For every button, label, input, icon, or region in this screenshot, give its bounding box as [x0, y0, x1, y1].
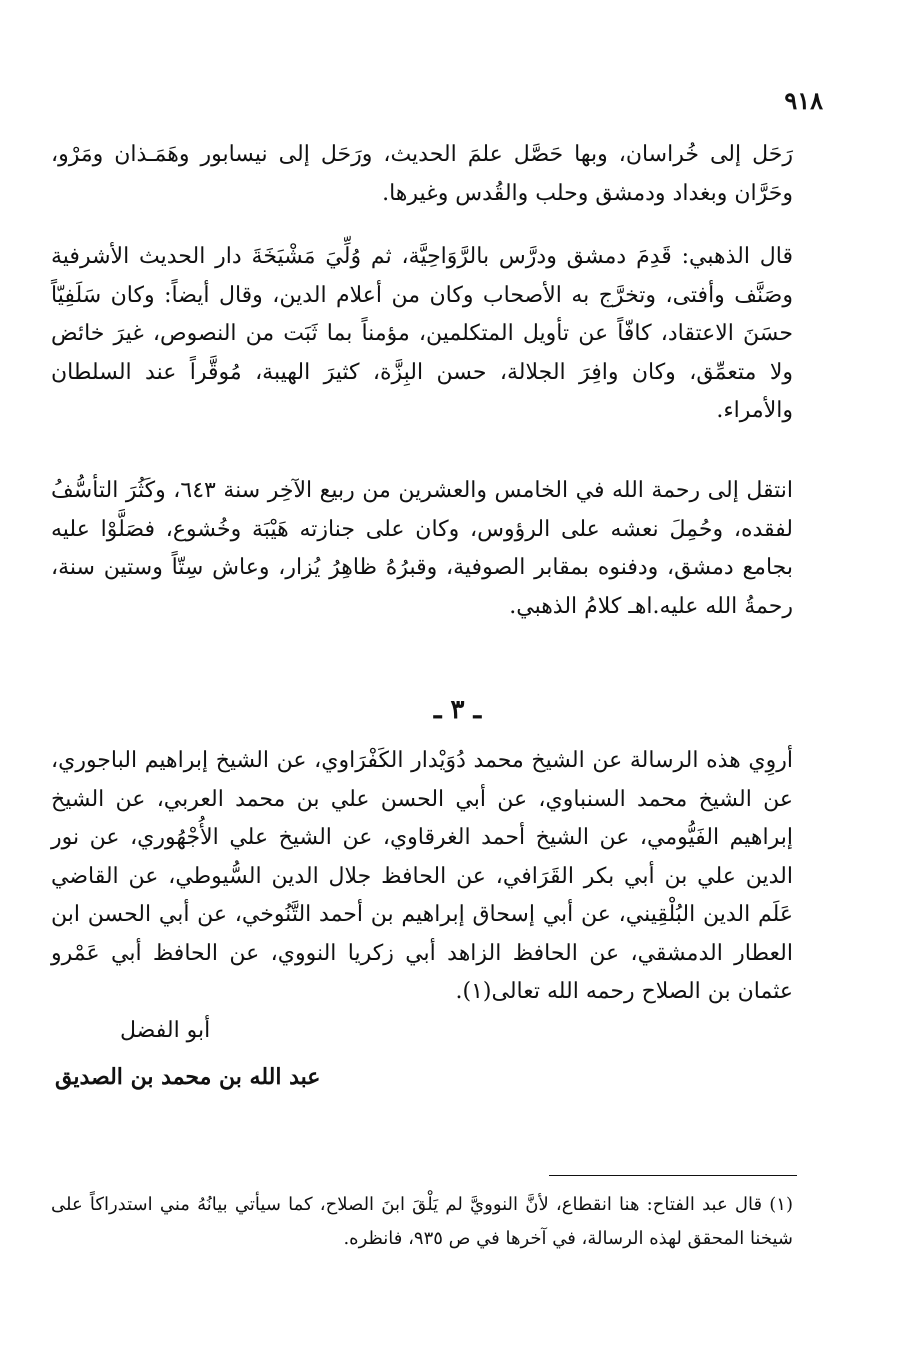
paragraph-death — [51, 472, 793, 626]
paragraph-dhahabi-quote — [51, 238, 793, 431]
footnote: (١) قال عبد الفتاح: هنا انقطاع، لأنَّ النوويَّ لم يَلْقَ ابنَ الصلاح، كما سيأتي بيانُهُ مني استدراكاً على شيخنا المحقق لهذه الرسالة، في آخرها في ص ٩٣٥، فانظره. — [51, 1194, 793, 1249]
signature-name: عبد الله بن محمد بن الصديق — [55, 1064, 321, 1090]
footnote-marker: (١). — [455, 979, 492, 1004]
paragraph-text: قال الذهبي: قَدِمَ دمشق ودرَّس بالرَّوَاحِيَّة، ثم وُلِّيَ مَشْيَخَةَ دار الحديث الأشرفية وصَنَّف وأفتى، وتخرَّج به الأصحاب وكان من أعلام الدين، وقال أيضاً: وكان سَلَفِيّاً حسَنَ الاعتقاد، كافّاً عن تأويل المتكلمين، مؤمناً بما ثَبَت من النصوص، غيرَ خائض ولا متعمِّق، وكان وافِرَ الجلالة، حسن البِزَّة، كثيرَ الهيبة، مُوقَّراً عند السلطان والأمراء. — [51, 244, 793, 423]
page-number: ٩١٨ — [784, 86, 823, 115]
chain-text: أروِي هذه الرسالة عن الشيخ محمد دُوَيْدار الكَفْرَاوي، عن الشيخ إبراهيم الباجوري، عن الشيخ محمد السنباوي، عن أبي الحسن علي بن محمد العربي، عن الشيخ إبراهيم الفَيُّومي، عن الشيخ أحمد الغرقاوي، عن الشيخ علي الأُجْهُوري، عن نور الدين علي بن أبي بكر القَرَافي، عن الحافظ جلال الدين السُّيوطي، عن القاضي عَلَم الدين البُلْقِيني، عن أبي إسحاق إبراهيم بن أحمد التَّنُوخي، عن أبي الحسن ابن العطار الدمشقي، عن الحافظ الزاهد أبي زكريا النووي، عن الحافظ أبي عَمْرو عثمان بن الصلاح رحمه الله تعالى — [51, 748, 793, 1004]
paragraph-travels — [51, 136, 793, 213]
paragraph-text — [51, 742, 793, 1012]
paragraph-text: انتقل إلى رحمة الله في الخامس والعشرين من ربيع الآخِر سنة ٦٤٣، وكَثُرَ التأسُّفُ لفقده، وحُمِلَ نعشه على الرؤوس، وكان على جنازته هَيْبَة وخُشوع، فصَلَّوْا عليه بجامع دمشق، ودفنوه بمقابر الصوفية، وقبرُهُ ظاهِرُ يُزار، وعاش سِتّاً وستين سنة، رحمةُ الله عليه.اهـ كلامُ الذهبي. — [51, 478, 794, 619]
section-heading: ـ ٣ ـ — [433, 695, 482, 725]
paragraph-chain — [51, 742, 793, 1012]
paragraph-text: رَحَل إلى خُراسان، وبها حَصَّل علمَ الحديث، ورَحَل إلى نيسابور وهَمَـذان ومَرْو، وحَرَّان وبغداد ودمشق وحلب والقُدس وغيرها. — [51, 142, 793, 206]
signature-kunya: أبو الفضل — [120, 1018, 211, 1043]
footnote-divider — [549, 1175, 797, 1176]
